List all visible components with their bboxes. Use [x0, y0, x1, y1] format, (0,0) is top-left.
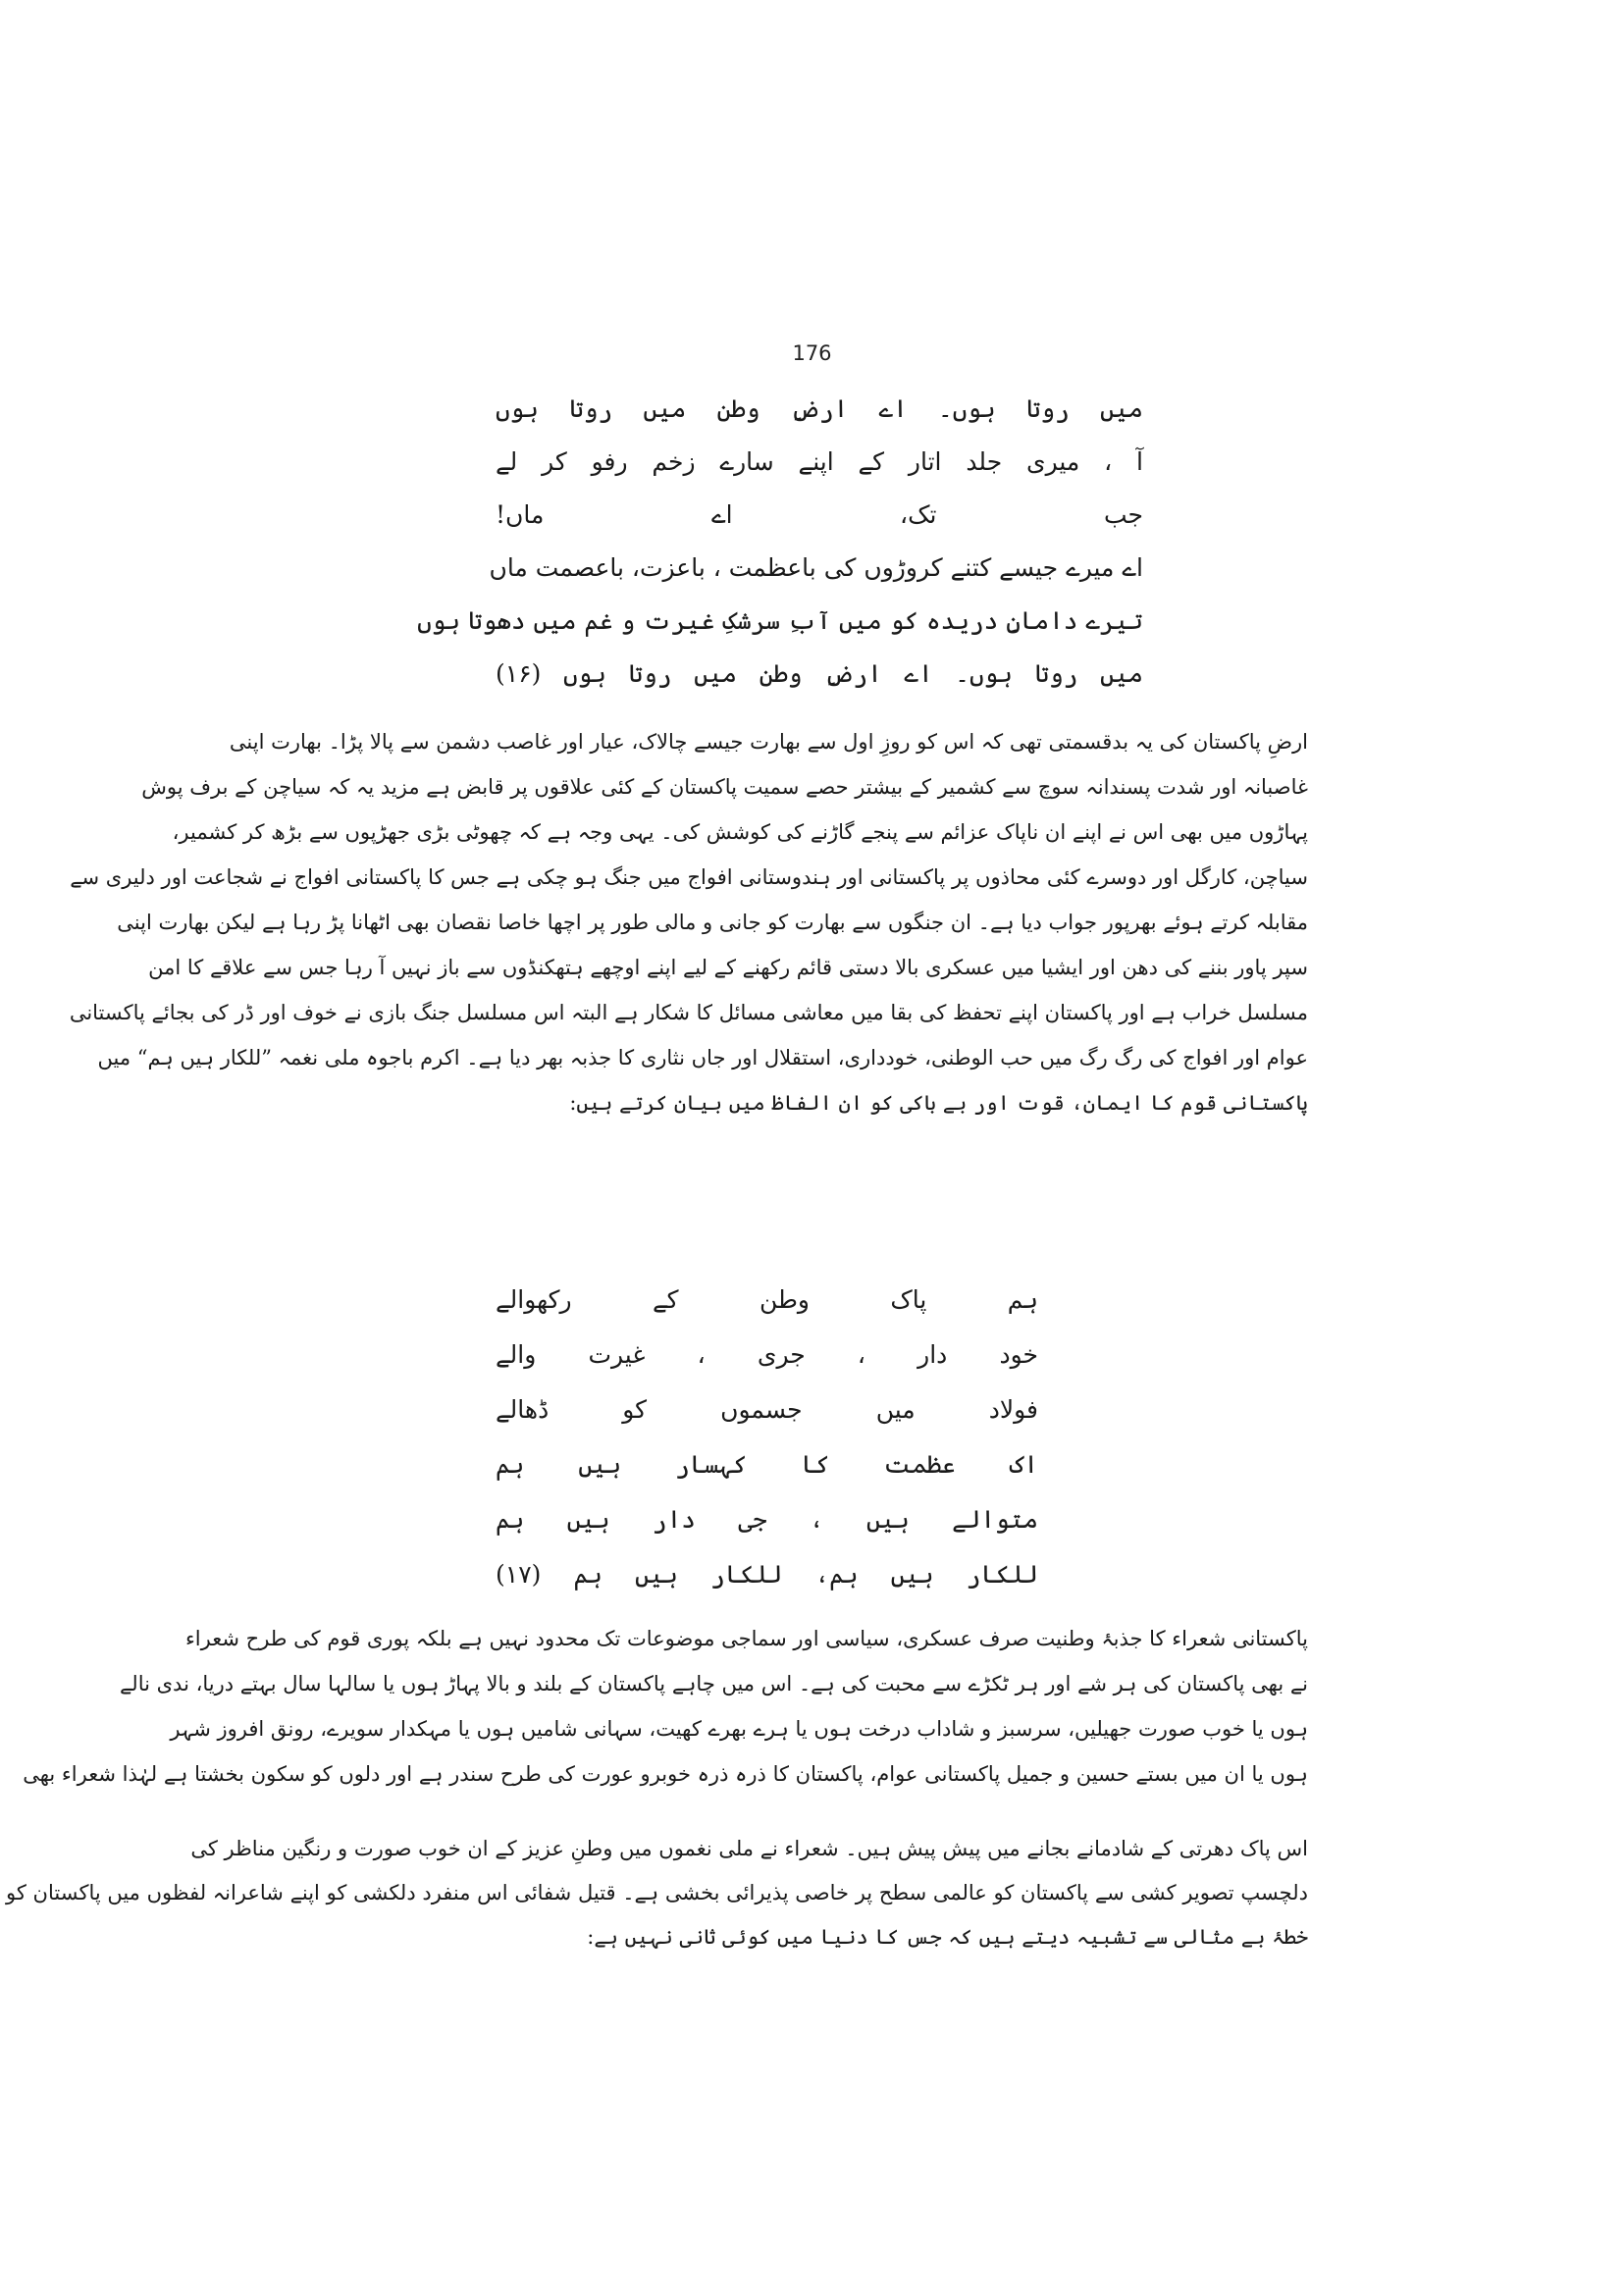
prose-line: مقابلہ کرتے ہوئے بھرپور جواب دیا ہے۔ ان جنگوں سے بھارت کو جانی و مالی طور پر اچھا خاصا نقصان بھی اٹھانا پڑ رہا ہے لیکن بھارت اپنی — [117, 911, 1308, 934]
poem-verse: ہم پاک وطن کے رکھوالے — [496, 1285, 1038, 1314]
prose-line: دلچسپ تصویر کشی سے پاکستان کو عالمی سطح پر خاصی پذیرائی بخشی ہے۔ قتیل شفائی اس منفرد دلکشی کو اپنے شاعرانہ لفظوں میں پاکستان کو — [6, 1881, 1308, 1904]
poem-verse: تیرے دامانِ دریدہ کو میں آبِ سرشکِ غیرت و غم میں دھوتا ہوں — [417, 606, 1143, 635]
prose-line: اس پاک دھرتی کے شادمانے بجانے میں پیش پیش ہیں۔ شعراء نے ملی نغموں میں وطنِ عزیز کے ان خوب صورت و رنگین مناظر کی — [190, 1837, 1308, 1860]
poem-verse: خود دار ، جری ، غیرت والے — [496, 1340, 1038, 1369]
poem-verse: آ ، میری جلد اتار کے اپنے سارے زخم رفو کر لے — [496, 447, 1143, 476]
poem-stanza-1 — [417, 383, 1143, 701]
poem-verse: اے میرے جیسے کتنے کروڑوں کی باعظمت ، باعزت، باعصمت ماں — [489, 553, 1143, 582]
prose-line: پاکستانی قوم کا ایمان، قوت اور بے باکی کو ان الفاظ میں بیان کرتے ہیں: — [569, 1091, 1308, 1115]
prose-line: پاکستانی شعراء کا جذبۂ وطنیت صرف عسکری، سیاسی اور سماجی موضوعات تک محدود نہیں ہے بلکہ پوری قوم کی طرح شعراء — [184, 1627, 1308, 1650]
prose-line: نے بھی پاکستان کی ہر شے اور ہر ٹکڑے سے محبت کی ہے۔ اس میں چاہے پاکستان کے بلند و بالا پہاڑ ہوں یا سالہا سال بہتے دریا، ندی نالے — [120, 1672, 1308, 1695]
prose-line: مسلسل خراب ہے اور پاکستان اپنے تحفظ کی بقا میں معاشی مسائل کا شکار ہے البتہ اس مسلسل جنگ بازی نے خوف اور ڈر کی بجائے پاکستانی — [69, 1001, 1308, 1024]
poem-verse: للکار ہیں ہم، للکار ہیں ہم (۱۷) — [496, 1560, 1038, 1589]
prose-line: سپر پاور بننے کی دھن اور ایشیا میں عسکری بالا دستی قائم رکھنے کے لیے اپنے اوچھے ہتھکنڈوں سے باز نہیں آ رہا جس سے علاقے کا امن — [148, 956, 1308, 979]
prose-line: سیاچن، کارگل اور دوسرے کئی محاذوں پر پاکستانی اور ہندوستانی افواج میں جنگ ہو چکی ہے جس کا پاکستانی افواج نے شجاعت اور دلیری سے — [70, 865, 1308, 889]
page-number: 176 — [792, 341, 832, 365]
poem-stanza-2 — [496, 1273, 1038, 1602]
prose-line: پہاڑوں میں بھی اس نے اپنے ان ناپاک عزائم سے پنجے گاڑنے کی کوشش کی۔ یہی وجہ ہے کہ چھوٹی بڑی جھڑپوں سے بڑھ کر کشمیر، — [172, 820, 1308, 844]
prose-paragraph-3 — [6, 1827, 1308, 1959]
prose-line: ہوں یا ان میں بستے حسین و جمیل پاکستانی عوام، پاکستان کا ذرہ ذرہ خوبرو عورت کی طرح سندر ہے اور دلوں کو سکون بخشتا ہے لہٰذا شعراء بھی — [23, 1762, 1308, 1786]
prose-line: ہوں یا خوب صورت جھیلیں، سرسبز و شاداب درخت ہوں یا ہرے بھرے کھیت، سہانی شامیں ہوں یا مہکدار سویرے، رونق افروز شہر — [170, 1717, 1308, 1741]
poem-verse: اک عظمت کا کہسار ہیں ہم — [496, 1450, 1038, 1479]
prose-line: ارضِ پاکستان کی یہ بدقسمتی تھی کہ اس کو روزِ اول سے بھارت جیسے چالاک، عیار اور غاصب دشمن سے پالا پڑا۔ بھارت اپنی — [229, 730, 1308, 754]
poem-verse: میں روتا ہوں۔ اے ارضِ وطن میں روتا ہوں — [496, 394, 1143, 423]
prose-line: غاصبانہ اور شدت پسندانہ سوچ سے کشمیر کے بیشتر حصے سمیت پاکستان کے کئی علاقوں پر قابض ہے مزید یہ کہ سیاچن کے برف پوش — [141, 775, 1308, 799]
poem-verse: متوالے ہیں ، جی دار ہیں ہم — [496, 1505, 1038, 1534]
prose-paragraph-2 — [23, 1616, 1308, 1797]
poem-verse: جب تک، اے ماں! — [496, 500, 1143, 529]
prose-line: عوام اور افواج کی رگ رگ میں حب الوطنی، خودداری، استقلال اور جاں نثاری کا جذبہ بھر دیا ہے۔ اکرم باجوہ ملی نغمہ ”للکار ہیں ہم“ میں — [97, 1046, 1308, 1069]
prose-paragraph-1 — [69, 719, 1308, 1125]
poem-verse: میں روتا ہوں۔ اے ارضِ وطن میں روتا ہوں (۱۶) — [496, 659, 1143, 688]
poem-verse: فولاد میں جسموں کو ڈھالے — [496, 1395, 1038, 1424]
prose-line: خطۂ بے مثالی سے تشبیہ دیتے ہیں کہ جس کا دنیا میں کوئی ثانی نہیں ہے: — [587, 1925, 1308, 1949]
